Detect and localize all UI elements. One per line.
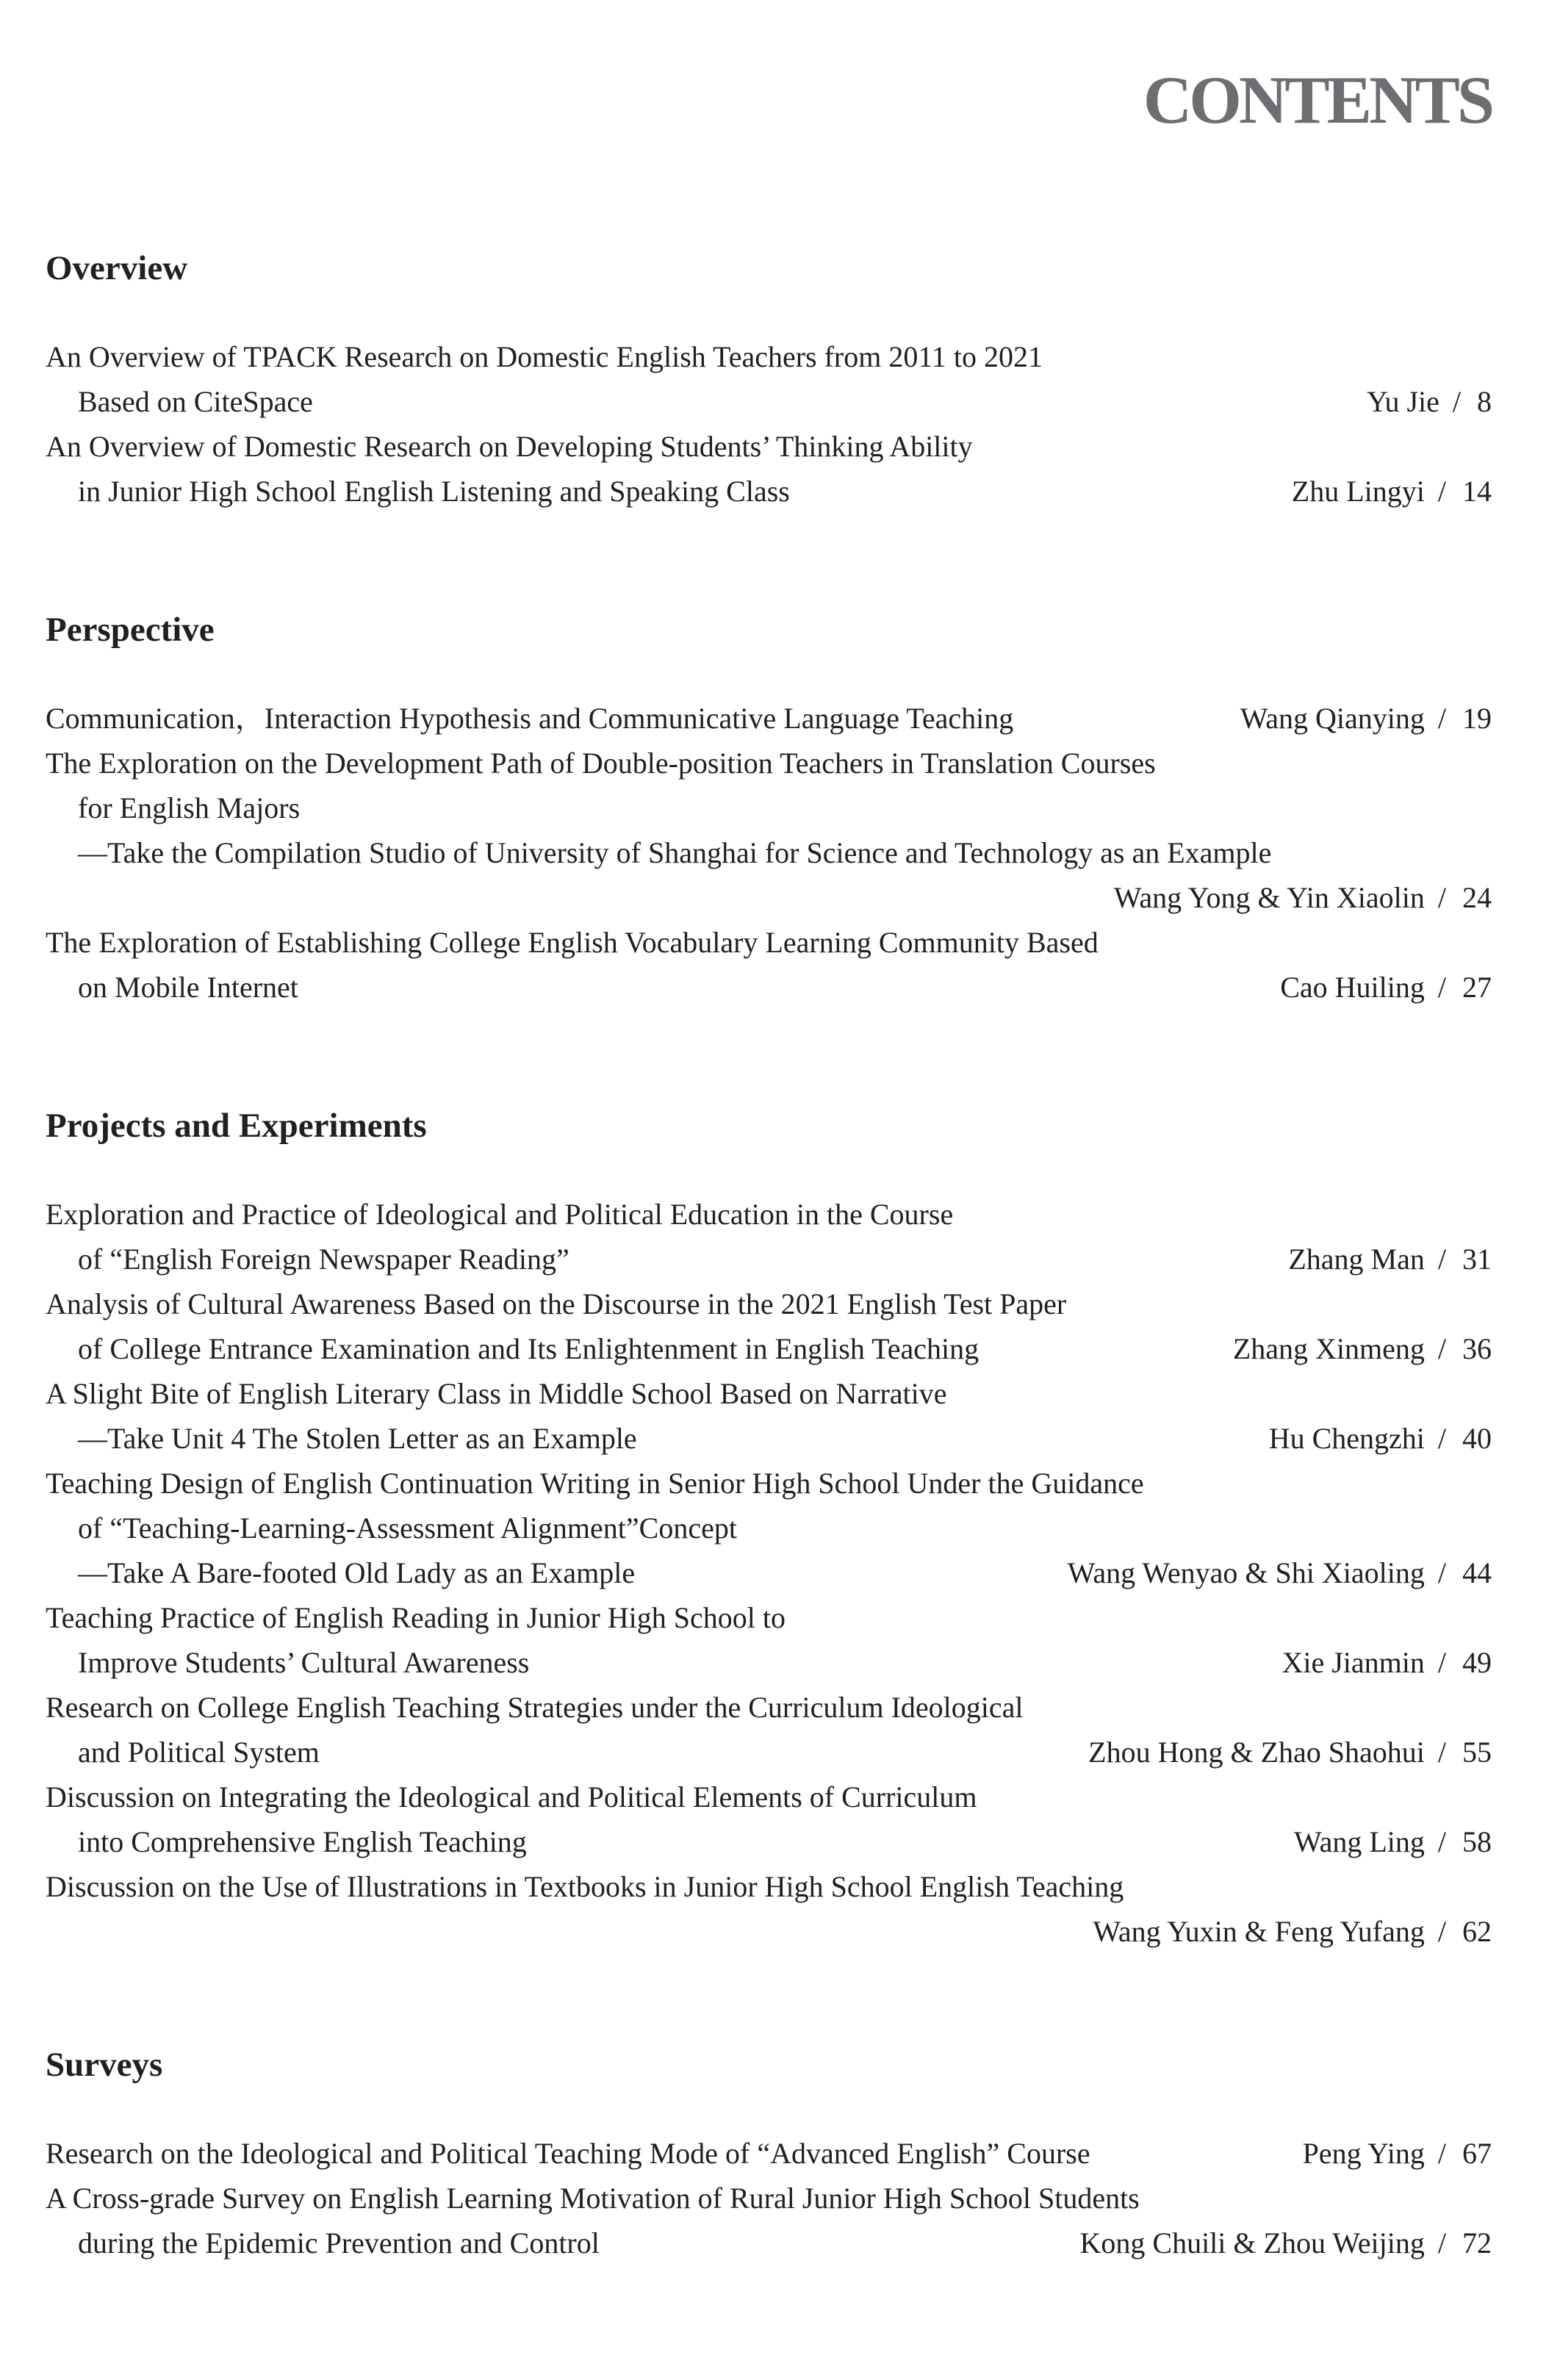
entry-title-text: of College Entrance Examination and Its Enlightenment in English Teaching: [78, 1332, 980, 1365]
entry-page-number: 31: [1462, 1243, 1492, 1276]
entry-title-text: The Exploration on the Development Path of Double-position Teachers in Translation Courses: [46, 747, 1156, 780]
toc-entry[interactable]: [46, 1775, 1492, 1864]
entry-author: Xie Jianmin: [1282, 1646, 1425, 1679]
entry-page-number: 8: [1477, 385, 1492, 418]
toc-entry[interactable]: [46, 741, 1492, 920]
entry-title-text: Teaching Practice of English Reading in Junior High School to: [46, 1601, 786, 1634]
entry-page-number: 44: [1462, 1556, 1492, 1589]
entry-author: Wang Yuxin & Feng Yufang: [1093, 1915, 1425, 1948]
entry-author-page: [1240, 696, 1492, 741]
entry-title-text: Communication，Interaction Hypothesis and Communicative Language Teaching: [46, 702, 1014, 735]
entry-author-page: [1303, 2131, 1492, 2176]
separator-slash: /: [1437, 1332, 1446, 1365]
entry-title-text: and Political System: [78, 1736, 320, 1769]
entry-author: Wang Qianying: [1240, 702, 1425, 735]
separator-slash: /: [1437, 881, 1446, 914]
entry-line: [46, 1326, 1492, 1371]
toc-entry[interactable]: [46, 334, 1492, 424]
entry-author: Zhang Xinmeng: [1232, 1332, 1425, 1365]
toc-section: [46, 1104, 1492, 1954]
toc-section: [46, 608, 1492, 1010]
entry-author: Kong Chuili & Zhou Weijing: [1079, 2226, 1425, 2259]
separator-slash: /: [1437, 1736, 1446, 1769]
entry-title-text: Exploration and Practice of Ideological and Political Education in the Course: [46, 1198, 954, 1231]
entry-title-text: An Overview of TPACK Research on Domestic English Teachers from 2011 to 2021: [46, 340, 1043, 373]
entry-page-number: 14: [1462, 475, 1492, 508]
entry-line: [46, 1595, 1492, 1640]
entry-page-number: 36: [1462, 1332, 1492, 1365]
entry-author-page: [1080, 2221, 1492, 2265]
entry-line: [46, 1371, 1492, 1416]
entry-title-text: on Mobile Internet: [78, 971, 298, 1004]
entry-title-text: Research on College English Teaching Strategies under the Curriculum Ideological: [46, 1691, 1024, 1724]
toc-entry[interactable]: [46, 920, 1492, 1010]
separator-slash: /: [1437, 1825, 1446, 1858]
entry-line: [46, 334, 1492, 379]
entry-page-number: 67: [1462, 2137, 1492, 2170]
separator-slash: /: [1437, 2226, 1446, 2259]
entry-title-text: —Take A Bare-footed Old Lady as an Example: [78, 1556, 636, 1589]
entry-author: Wang Ling: [1294, 1825, 1425, 1858]
entry-title-text: Analysis of Cultural Awareness Based on the Discourse in the 2021 English Test Paper: [46, 1287, 1067, 1320]
entry-line: [46, 1550, 1492, 1595]
entry-title-text: Based on CiteSpace: [78, 385, 313, 418]
entry-line: [46, 1640, 1492, 1685]
entry-line: [46, 1461, 1492, 1506]
entry-author: Zhou Hong & Zhao Shaohui: [1088, 1736, 1425, 1769]
entry-line: [46, 1819, 1492, 1864]
entry-line: [46, 1506, 1492, 1550]
toc-entry[interactable]: [46, 1461, 1492, 1595]
entry-title-text: in Junior High School English Listening and Speaking Class: [78, 475, 790, 508]
entry-author-page: [1233, 1326, 1492, 1371]
toc-entry[interactable]: [46, 1281, 1492, 1371]
separator-slash: /: [1437, 1422, 1446, 1455]
section-heading: Surveys: [46, 2046, 163, 2084]
toc-section: [46, 246, 1492, 514]
entry-author: Yu Jie: [1366, 385, 1439, 418]
entry-line: [46, 696, 1492, 741]
entry-line: [46, 1192, 1492, 1237]
toc-entry[interactable]: [46, 1864, 1492, 1954]
entry-title-text: for English Majors: [78, 791, 301, 824]
separator-slash: /: [1437, 1915, 1446, 1948]
toc-entry[interactable]: [46, 424, 1492, 514]
separator-slash: /: [1437, 1243, 1446, 1276]
entry-title-text: Improve Students’ Cultural Awareness: [78, 1646, 530, 1679]
entry-author-page: [1294, 1819, 1492, 1864]
entry-title-text: Discussion on Integrating the Ideological and Political Elements of Curriculum: [46, 1780, 977, 1813]
entry-page-number: 24: [1462, 881, 1492, 914]
entry-author-page: [1282, 1640, 1492, 1685]
entry-line: [46, 920, 1492, 965]
entry-author: Zhang Man: [1288, 1243, 1425, 1276]
entry-page-number: 55: [1462, 1736, 1492, 1769]
entry-author-page: [1292, 469, 1492, 514]
entry-author-page: [1269, 1416, 1492, 1461]
entry-title-text: Research on the Ideological and Political Teaching Mode of “Advanced English” Course: [46, 2137, 1090, 2170]
entry-line: [46, 965, 1492, 1010]
entry-line: [46, 2221, 1492, 2265]
section-heading: Overview: [46, 249, 188, 287]
entry-line: [46, 379, 1492, 424]
entry-line: [46, 424, 1492, 469]
separator-slash: /: [1452, 385, 1461, 418]
toc-entry[interactable]: [46, 2176, 1492, 2265]
entry-author-page: [1367, 379, 1492, 424]
entry-page-number: 40: [1462, 1422, 1492, 1455]
entry-author-page: [1068, 1550, 1492, 1595]
entry-title-text: of “Teaching-Learning-Assessment Alignment”Concept: [78, 1511, 737, 1545]
entry-author: Hu Chengzhi: [1268, 1422, 1425, 1455]
toc-entry[interactable]: [46, 1685, 1492, 1775]
entry-author: Wang Yong & Yin Xiaolin: [1113, 881, 1425, 914]
toc-entry[interactable]: [46, 2131, 1492, 2176]
entry-title-text: of “English Foreign Newspaper Reading”: [78, 1243, 569, 1276]
entry-page-number: 27: [1462, 971, 1492, 1004]
toc-section: [46, 2043, 1492, 2265]
toc-entry[interactable]: [46, 1595, 1492, 1685]
entry-author-page: [1114, 875, 1492, 920]
entry-title-text: —Take Unit 4 The Stolen Letter as an Example: [78, 1422, 637, 1455]
entry-author-page: [1088, 1730, 1492, 1775]
entry-author-page: [1288, 1237, 1492, 1281]
entry-line: [46, 785, 1492, 830]
entry-author-page: [1280, 965, 1492, 1010]
entry-title-text: A Slight Bite of English Literary Class in Middle School Based on Narrative: [46, 1377, 947, 1410]
entry-title-text: Teaching Design of English Continuation Writing in Senior High School Under the Guidance: [46, 1467, 1144, 1500]
entry-title-text: A Cross-grade Survey on English Learning Motivation of Rural Junior High School Students: [46, 2182, 1140, 2215]
entry-line: [46, 1909, 1492, 1954]
entry-line: [46, 1730, 1492, 1775]
entry-line: [46, 469, 1492, 514]
entry-title-text: —Take the Compilation Studio of University of Shanghai for Science and Technology as an Example: [78, 836, 1272, 869]
entry-page-number: 49: [1462, 1646, 1492, 1679]
entry-author: Wang Wenyao & Shi Xiaoling: [1067, 1556, 1425, 1589]
entry-page-number: 19: [1462, 702, 1492, 735]
separator-slash: /: [1437, 1556, 1446, 1589]
entry-title-text: into Comprehensive English Teaching: [78, 1825, 527, 1858]
page-title: CONTENTS: [1143, 62, 1492, 137]
entry-line: [46, 741, 1492, 785]
entry-title-text: An Overview of Domestic Research on Developing Students’ Thinking Ability: [46, 430, 973, 463]
entry-line: [46, 1685, 1492, 1730]
section-heading: Perspective: [46, 611, 215, 649]
entry-page-number: 72: [1462, 2226, 1492, 2259]
toc-entry[interactable]: [46, 1192, 1492, 1281]
entry-line: [46, 1416, 1492, 1461]
entry-line: [46, 1775, 1492, 1819]
section-heading: Projects and Experiments: [46, 1107, 427, 1145]
entry-author: Peng Ying: [1302, 2137, 1425, 2170]
entry-line: [46, 2176, 1492, 2221]
separator-slash: /: [1437, 1646, 1446, 1679]
entry-title-text: during the Epidemic Prevention and Control: [78, 2226, 600, 2259]
entry-title-text: Discussion on the Use of Illustrations in Textbooks in Junior High School English Teaching: [46, 1870, 1124, 1903]
entry-author-page: [1093, 1909, 1492, 1954]
entry-line: [46, 830, 1492, 875]
separator-slash: /: [1437, 702, 1446, 735]
separator-slash: /: [1437, 2137, 1446, 2170]
entry-line: [46, 1237, 1492, 1281]
separator-slash: /: [1437, 971, 1446, 1004]
entry-line: [46, 875, 1492, 920]
separator-slash: /: [1437, 475, 1446, 508]
toc-entry[interactable]: [46, 1371, 1492, 1461]
entry-line: [46, 1864, 1492, 1909]
entry-line: [46, 2131, 1492, 2176]
entry-page-number: 58: [1462, 1825, 1492, 1858]
entry-page-number: 62: [1462, 1915, 1492, 1948]
toc-entry[interactable]: [46, 696, 1492, 741]
entry-line: [46, 1281, 1492, 1326]
entry-title-text: The Exploration of Establishing College English Vocabulary Learning Community Based: [46, 926, 1099, 959]
entry-author: Cao Huiling: [1280, 971, 1425, 1004]
entry-author: Zhu Lingyi: [1291, 475, 1425, 508]
